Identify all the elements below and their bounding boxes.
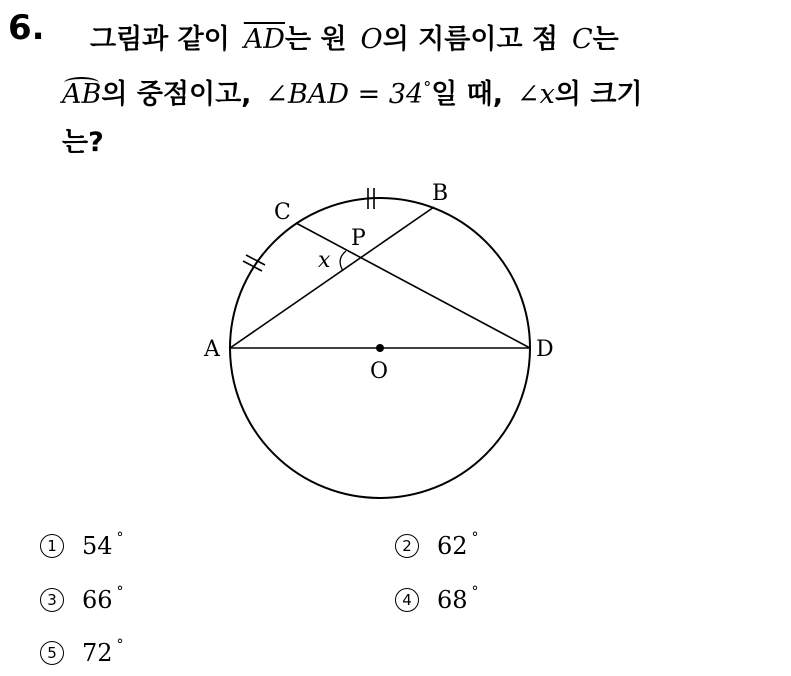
question-line-2	[62, 72, 643, 111]
segment-ad: $\overline{AD}$	[243, 24, 285, 55]
angle-x: ∠x	[517, 79, 555, 110]
angle-bad: ∠BAD = 34	[265, 79, 424, 110]
choice-5-mark: 5	[40, 641, 64, 665]
choice-2[interactable]	[395, 530, 479, 560]
question-text-5: 의 중점이고,	[101, 79, 252, 110]
label-x: x	[318, 248, 331, 273]
chord-ab	[230, 207, 434, 348]
circle-o-label: O	[360, 24, 383, 55]
choice-3-value: 66	[82, 586, 113, 614]
question-text-6: 일 때,	[431, 79, 504, 110]
question-text-4: 는	[592, 24, 619, 55]
choice-2-unit: °	[471, 530, 479, 546]
label-d: D	[536, 337, 554, 362]
choice-4[interactable]	[395, 584, 479, 614]
question-line-1	[90, 17, 619, 56]
degree-symbol: °	[423, 78, 432, 97]
center-dot	[376, 344, 384, 352]
label-a: A	[204, 337, 220, 362]
question-line-3	[62, 120, 104, 159]
choice-4-mark: 4	[395, 588, 419, 612]
choice-1[interactable]	[40, 530, 124, 560]
question-text-7: 의 크기	[554, 79, 643, 110]
choice-5-unit: °	[116, 637, 124, 653]
choice-3-unit: °	[116, 584, 124, 600]
choice-5-value: 72	[82, 639, 113, 667]
question-text-1: 그림과 같이	[90, 24, 230, 55]
choice-3[interactable]	[40, 584, 124, 614]
choice-5[interactable]	[40, 637, 124, 667]
choice-1-mark: 1	[40, 534, 64, 558]
circle-figure	[190, 175, 590, 505]
choice-2-mark: 2	[395, 534, 419, 558]
question-text-2: 는 원	[284, 24, 347, 55]
question-number: 6.	[8, 8, 45, 48]
label-p: P	[351, 226, 366, 251]
choice-2-value: 62	[437, 532, 468, 560]
choice-1-unit: °	[116, 530, 124, 546]
choice-4-value: 68	[437, 586, 468, 614]
label-c: C	[274, 200, 291, 225]
point-c-label: C	[571, 24, 593, 55]
choice-3-mark: 3	[40, 588, 64, 612]
arc-ab: AB	[62, 79, 102, 110]
label-b: B	[432, 181, 449, 206]
label-o: O	[370, 359, 389, 384]
choice-4-unit: °	[471, 584, 479, 600]
chord-cd	[296, 223, 530, 348]
question-text-8: 는?	[62, 127, 104, 158]
question-text-3: 의 지름이고 점	[382, 24, 558, 55]
choice-1-value: 54	[82, 532, 113, 560]
